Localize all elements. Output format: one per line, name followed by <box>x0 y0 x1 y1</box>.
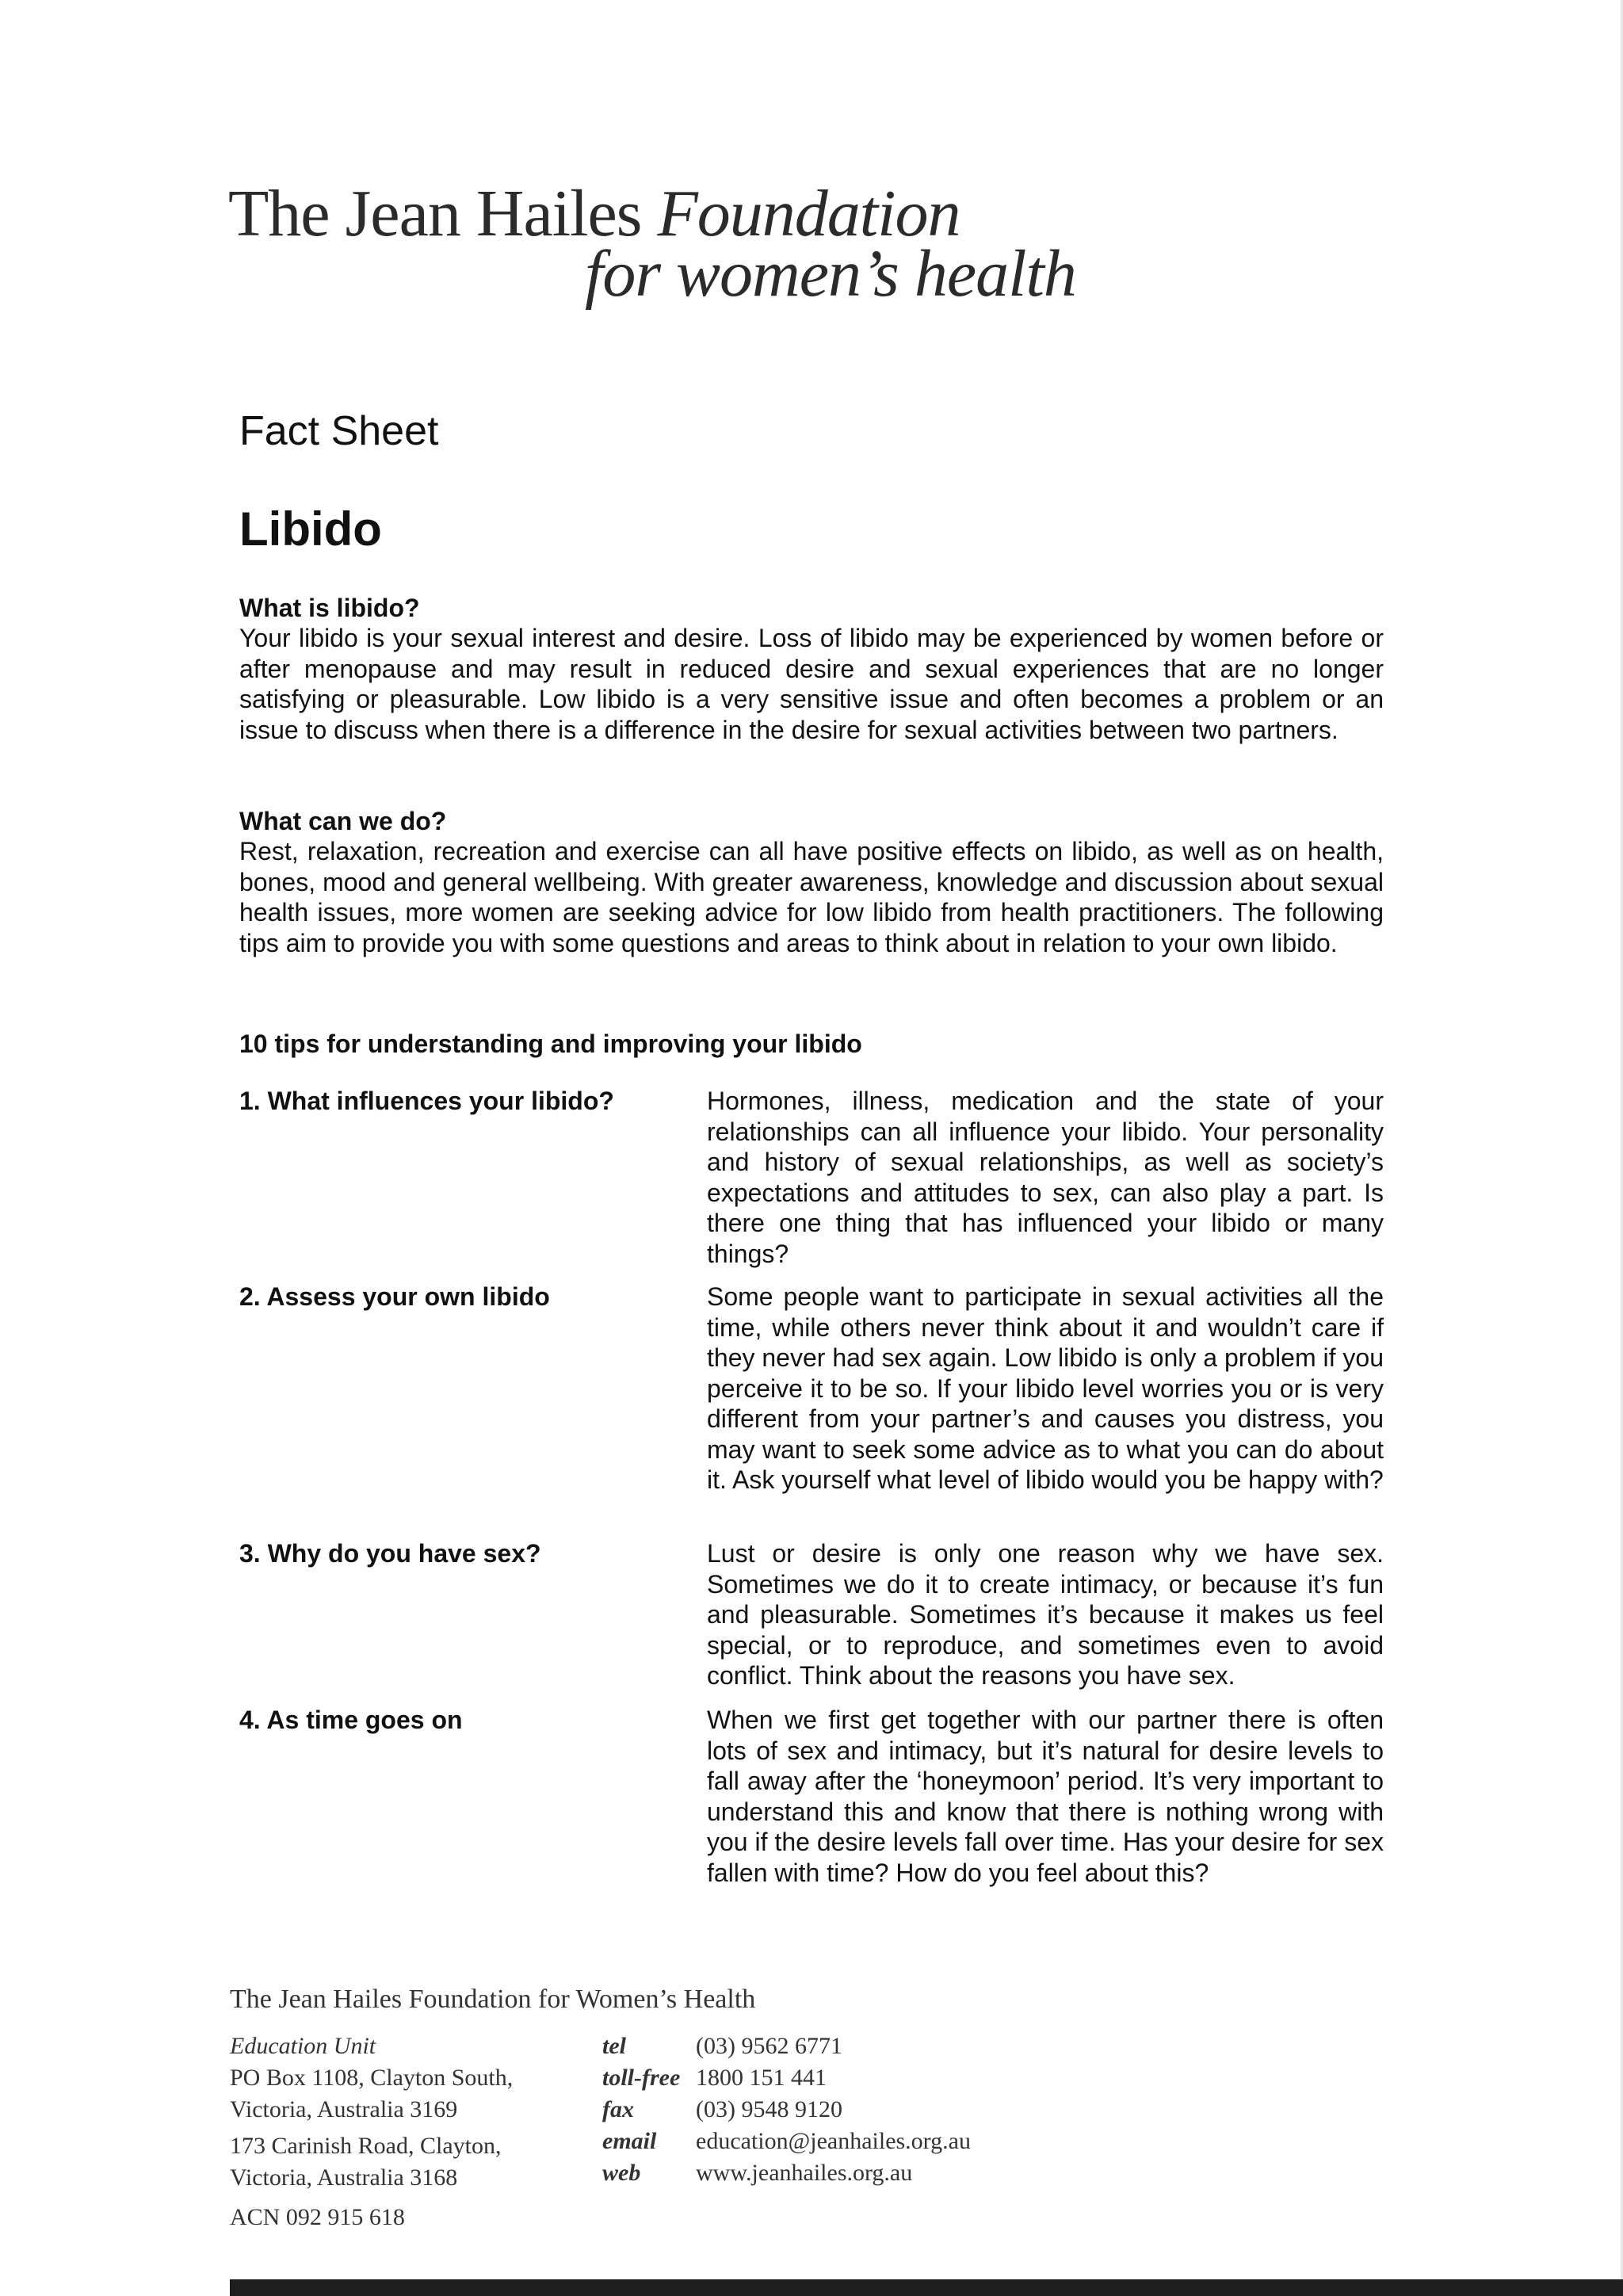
contact-row-web <box>602 2157 971 2189</box>
footer-acn: ACN 092 915 618 <box>230 2204 405 2230</box>
logo-text-plain: The Jean Hailes <box>228 177 658 250</box>
section-what-can-we-do <box>239 806 1384 958</box>
tip-body: Some people want to participate in sexual activities all the time, while others never think about it and wouldn’t care if they never had sex again. Low libido is only a problem if you perceive it to be so. If your libido level worries you or is very different from your partner’s and causes you distress, you may want to seek some advice as to what you can do about it. Ask yourself what level of libido would you be happy with? <box>707 1282 1384 1494</box>
contact-value: 1800 151 441 <box>696 2065 827 2091</box>
footer-bar <box>230 2279 1623 2296</box>
tip-heading: 2. Assess your own libido <box>239 1282 550 1311</box>
contact-row-toll-free <box>602 2062 971 2094</box>
doc-type-label: Fact Sheet <box>239 408 439 454</box>
section-heading: What can we do? <box>239 807 447 835</box>
footer-contacts <box>602 2030 971 2189</box>
tips-heading: 10 tips for understanding and improving your libido <box>239 1030 862 1058</box>
logo-text-italic: Foundation <box>657 177 960 250</box>
footer-street-line-2: Victoria, Australia 3168 <box>230 2164 458 2191</box>
contact-row-tel <box>602 2030 971 2062</box>
contact-label: web <box>602 2160 641 2186</box>
section-heading: What is libido? <box>239 594 420 622</box>
tip-body: Hormones, illness, medication and the state of your relationships can all influence your libido. Your personality and history of sexual relationships, as well as society’s expectations and attitudes to sex, can also play a part. Is there one thing that has influenced your libido or many things? <box>707 1087 1384 1268</box>
contact-row-email <box>602 2126 971 2157</box>
tip-heading: 1. What influences your libido? <box>239 1087 614 1115</box>
contact-value: (03) 9562 6771 <box>696 2033 842 2059</box>
contact-label: email <box>602 2128 657 2154</box>
footer-address <box>230 2030 513 2233</box>
contact-label: tel <box>602 2033 626 2059</box>
logo-line-2: for women’s health <box>585 237 1076 311</box>
contact-value: (03) 9548 9120 <box>696 2096 842 2122</box>
page-title: Libido <box>239 502 382 556</box>
footer-street-line-1: 173 Carinish Road, Clayton, <box>230 2133 502 2159</box>
section-body: Your libido is your sexual interest and desire. Loss of libido may be experienced by women before or after menopause and may result in reduced desire and sexual experiences that are no longer satisfying or pleasurable. Low libido is a very sensitive issue and often becomes a problem or an issue to discuss when there is a difference in the desire for sexual activities between two partners. <box>239 624 1384 744</box>
tip-body: Lust or desire is only one reason why we have sex. Sometimes we do it to create intimacy, or because it’s fun and pleasurable. Sometimes it’s because it makes us feel special, or to reproduce, and sometimes even to avoid conflict. Think about the reasons you have sex. <box>707 1539 1384 1690</box>
contact-value: education@jeanhailes.org.au <box>696 2128 971 2154</box>
contact-label: fax <box>602 2096 634 2122</box>
contact-row-fax <box>602 2094 971 2126</box>
section-what-is-libido <box>239 593 1384 745</box>
tip-body: When we first get together with our partner there is often lots of sex and intimacy, but it’s natural for desire levels to fall away after the ‘honeymoon’ period. It’s very important to understand this and know that there is nothing wrong with you if the desire levels fall over time. Has your desire for sex fallen with time? How do you feel about this? <box>707 1706 1384 1887</box>
contact-label: toll-free <box>602 2065 681 2091</box>
footer-po-box-line-1: PO Box 1108, Clayton South, <box>230 2065 514 2091</box>
footer-org-name: The Jean Hailes Foundation for Women’s Health <box>230 1985 756 2014</box>
contact-value: www.jeanhailes.org.au <box>696 2160 913 2186</box>
footer-unit: Education Unit <box>230 2033 376 2059</box>
tip-heading: 3. Why do you have sex? <box>239 1539 541 1568</box>
tip-heading: 4. As time goes on <box>239 1706 463 1734</box>
footer-po-box-line-2: Victoria, Australia 3169 <box>230 2096 458 2122</box>
section-body: Rest, relaxation, recreation and exercise can all have positive effects on libido, as well as on health, bones, mood and general wellbeing. With greater awareness, knowledge and discussion about sexual health issues, more women are seeking advice for low libido from health practitioners. The following tips aim to provide you with some questions and areas to think about in relation to your own libido. <box>239 837 1384 957</box>
